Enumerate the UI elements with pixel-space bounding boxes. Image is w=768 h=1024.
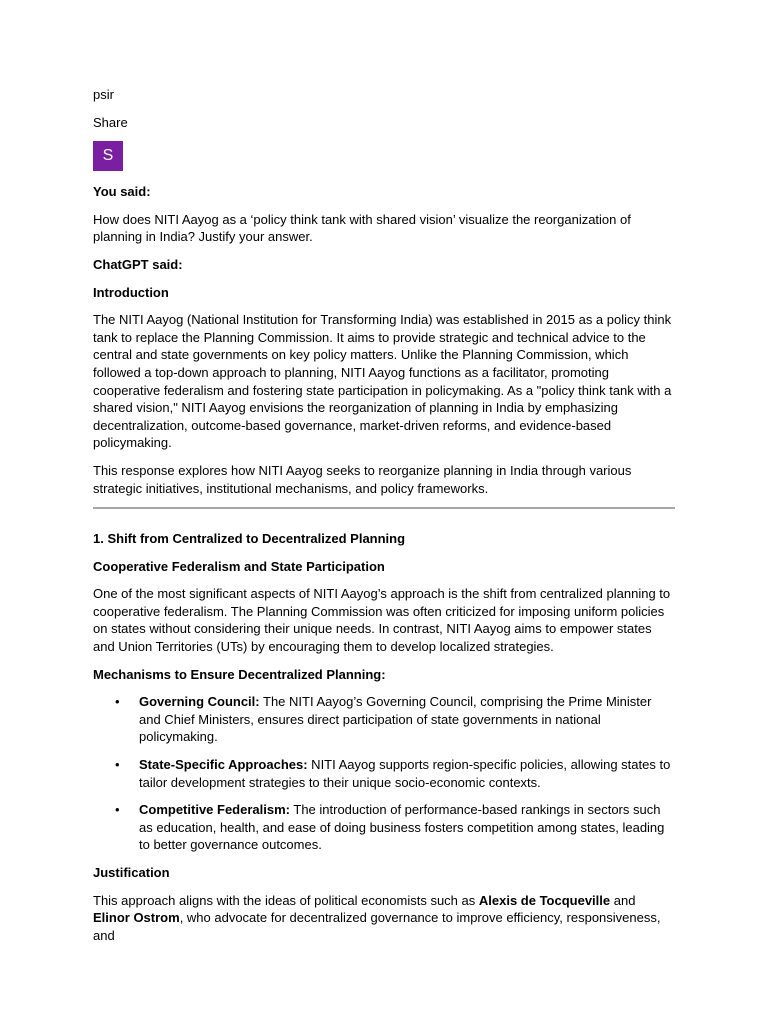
justification-heading: Justification — [93, 865, 170, 880]
list-item-term: Governing Council: — [139, 694, 260, 710]
intro-summary-paragraph: This response explores how NITI Aayog seeks to reorganize planning in India through various strategic initiatives, institutional mechanisms, and policy frameworks. — [93, 462, 632, 496]
user-avatar: S — [93, 141, 123, 171]
bullet-icon: • — [115, 802, 120, 818]
share-link[interactable]: Share — [93, 114, 128, 130]
section-subheading: Cooperative Federalism and State Participation — [93, 558, 385, 574]
assistant-label: ChatGPT said: — [93, 256, 183, 272]
intro-heading: Introduction — [93, 284, 169, 300]
conversation-content — [93, 86, 675, 954]
list-item — [115, 801, 675, 854]
list-item-text: The introduction of performance-based rankings in sectors such as education, health, and ease of doing business fosters competition among states, leading to better governance outcomes. — [139, 802, 665, 853]
user-question: How does NITI Aayog as a ‘policy think tank with shared vision’ visualize the reorganization of planning in India? Justify your answer. — [93, 211, 631, 245]
economist-name: Elinor Ostrom — [93, 910, 180, 926]
mechanisms-list — [93, 693, 675, 854]
economist-name: Alexis de Tocqueville — [478, 892, 611, 908]
bullet-icon: • — [115, 694, 120, 710]
bullet-icon: • — [115, 757, 120, 773]
justification-text: and — [610, 892, 636, 908]
section-paragraph: One of the most significant aspects of NITI Aayog’s approach is the shift from centralized planning to cooperative federalism. The Planning Commission was often criticized for imposing uniform policies on states without considering their unique needs. In contrast, NITI Aayog aims to empower states and Union Territories (UTs) by encouraging them to develop localized strategies. — [93, 586, 671, 655]
list-item-text: NITI Aayog supports region-specific policies, allowing states to tailor development strategies to their unique socio-economic contexts. — [139, 757, 671, 790]
list-item-text: The NITI Aayog’s Governing Council, comprising the Prime Minister and Chief Ministers, ensures direct participation of state governments in national policymaking. — [139, 694, 652, 745]
intro-paragraph: The NITI Aayog (National Institution for Transforming India) was established in 2015 as a policy think tank to replace the Planning Commission. It aims to provide strategic and technical advice to the central and state governments on key policy matters. Unlike the Planning Commission, which followed a top-down approach to planning, NITI Aayog functions as a facilitator, promoting cooperative federalism and fostering state participation in policymaking. As a "policy think tank with a shared vision," NITI Aayog envisions the reorganization of planning in India by emphasizing decentralization, outcome-based governance, market-driven reforms, and evidence-based policymaking. — [93, 312, 672, 451]
list-item — [115, 693, 675, 746]
justification-text: , who advocate for decentralized governance to improve efficiency, responsiveness, and — [93, 910, 661, 943]
justification-text: This approach aligns with the ideas of political economists such as — [93, 892, 479, 908]
section-divider — [93, 507, 675, 509]
user-label: You said: — [93, 184, 151, 200]
list-item-term: State-Specific Approaches: — [139, 757, 308, 773]
justification-paragraph — [93, 892, 675, 945]
mechanisms-heading: Mechanisms to Ensure Decentralized Planning: — [93, 666, 386, 682]
list-item-term: Competitive Federalism: — [139, 802, 290, 818]
project-name: psir — [93, 87, 114, 102]
section-heading: 1. Shift from Centralized to Decentralized Planning — [93, 531, 406, 547]
list-item — [115, 756, 675, 791]
